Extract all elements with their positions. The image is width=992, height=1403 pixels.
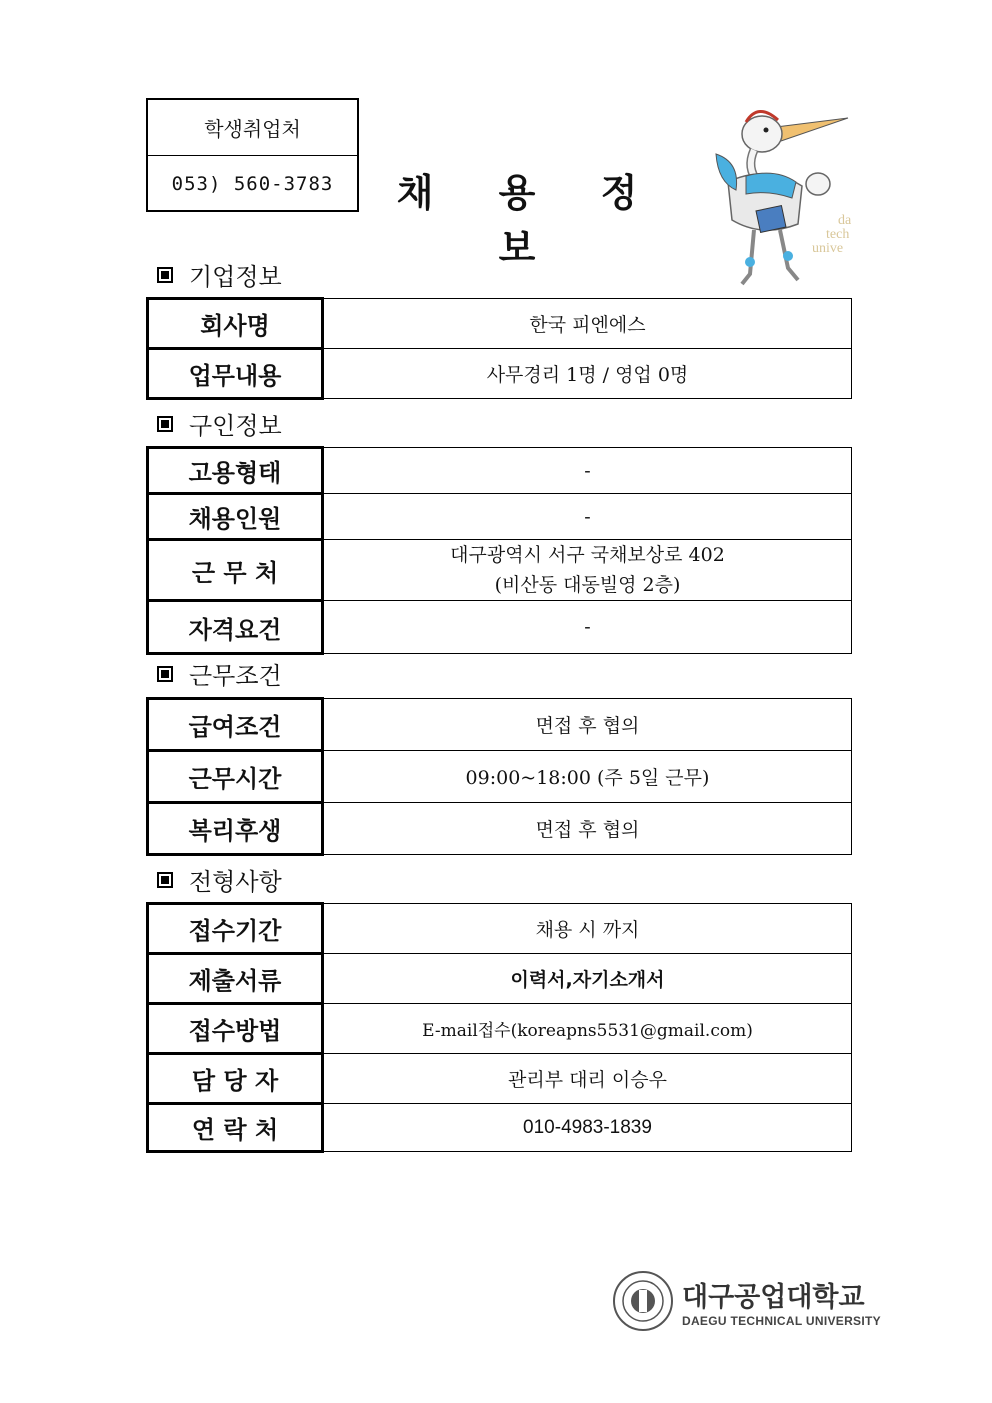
row-value: 사무경리 1명 / 영업 0명	[323, 349, 852, 399]
university-name-en: DAEGU TECHNICAL UNIVERSITY	[682, 1313, 881, 1328]
row-label: 접수기간	[148, 904, 323, 954]
row-label: 연 락 처	[148, 1104, 323, 1152]
mascot-text-3: unive	[812, 241, 844, 256]
row-value: 09:00~18:00 (주 5일 근무)	[323, 751, 852, 803]
row-label: 고용형태	[148, 448, 323, 494]
row-label: 근 무 처	[148, 540, 323, 601]
table-row	[148, 954, 852, 1004]
row-label: 급여조건	[148, 699, 323, 751]
recruit-table	[146, 446, 852, 655]
table-row	[148, 601, 852, 654]
table-row	[148, 1054, 852, 1104]
row-label: 자격요건	[148, 601, 323, 654]
row-label: 채용인원	[148, 494, 323, 540]
square-bullet-icon	[157, 267, 173, 283]
section-title: 전형사항	[189, 868, 282, 896]
company-table	[146, 297, 852, 400]
table-row	[148, 699, 852, 751]
row-value: 면접 후 협의	[323, 699, 852, 751]
university-name	[682, 1275, 881, 1328]
row-value: 면접 후 협의	[323, 803, 852, 855]
row-label: 근무시간	[148, 751, 323, 803]
section-heading-recruit	[157, 406, 282, 441]
row-label: 복리후생	[148, 803, 323, 855]
section-title: 구인정보	[189, 412, 282, 440]
table-row	[148, 904, 852, 954]
mascot-bird-icon	[706, 98, 856, 292]
square-bullet-icon	[157, 872, 173, 888]
row-label: 접수방법	[148, 1004, 323, 1054]
row-value: 010-4983-1839	[323, 1104, 852, 1152]
page-title: 채 용 정 보	[396, 171, 664, 270]
row-value: 채용 시 까지	[323, 904, 852, 954]
row-value	[323, 540, 852, 601]
section-title: 근무조건	[189, 662, 282, 690]
row-label: 제출서류	[148, 954, 323, 1004]
mascot-text-1: da	[838, 213, 852, 228]
table-row	[148, 494, 852, 540]
section-heading-conditions	[157, 656, 282, 691]
section-title: 기업정보	[189, 263, 282, 291]
row-value: -	[323, 448, 852, 494]
contact-label: 학생취업처	[204, 117, 301, 141]
section-heading-selection	[157, 862, 282, 897]
table-row	[148, 540, 852, 601]
university-seal-icon	[612, 1270, 674, 1332]
table-row	[148, 1004, 852, 1054]
table-row	[148, 448, 852, 494]
row-value: 이력서,자기소개서	[323, 954, 852, 1004]
row-label: 업무내용	[148, 349, 323, 399]
mascot-illustration	[706, 98, 856, 292]
square-bullet-icon	[157, 416, 173, 432]
conditions-table	[146, 697, 852, 856]
section-heading-company	[157, 257, 282, 292]
row-label: 담 당 자	[148, 1054, 323, 1104]
table-row	[148, 349, 852, 399]
selection-table	[146, 902, 852, 1153]
table-row	[148, 1104, 852, 1152]
contact-phone: 053) 560-3783	[148, 155, 357, 211]
table-row	[148, 803, 852, 855]
row-value: E-mail접수(koreapns5531@gmail.com)	[323, 1004, 852, 1054]
row-label: 회사명	[148, 299, 323, 349]
row-value: 한국 피엔에스	[323, 299, 852, 349]
university-logo	[612, 1270, 881, 1332]
row-value: -	[323, 494, 852, 540]
mascot-text-2: tech	[826, 227, 850, 242]
square-bullet-icon	[157, 666, 173, 682]
contact-box	[146, 98, 359, 212]
row-value: -	[323, 601, 852, 654]
row-value: 관리부 대리 이승우	[323, 1054, 852, 1104]
table-row	[148, 751, 852, 803]
university-name-kr: 대구공업대학교	[682, 1281, 865, 1313]
address-line-1: 대구광역시 서구 국채보상로 402	[450, 544, 725, 566]
table-row	[148, 299, 852, 349]
address-line-2: (비산동 대동빌영 2층)	[494, 574, 681, 596]
